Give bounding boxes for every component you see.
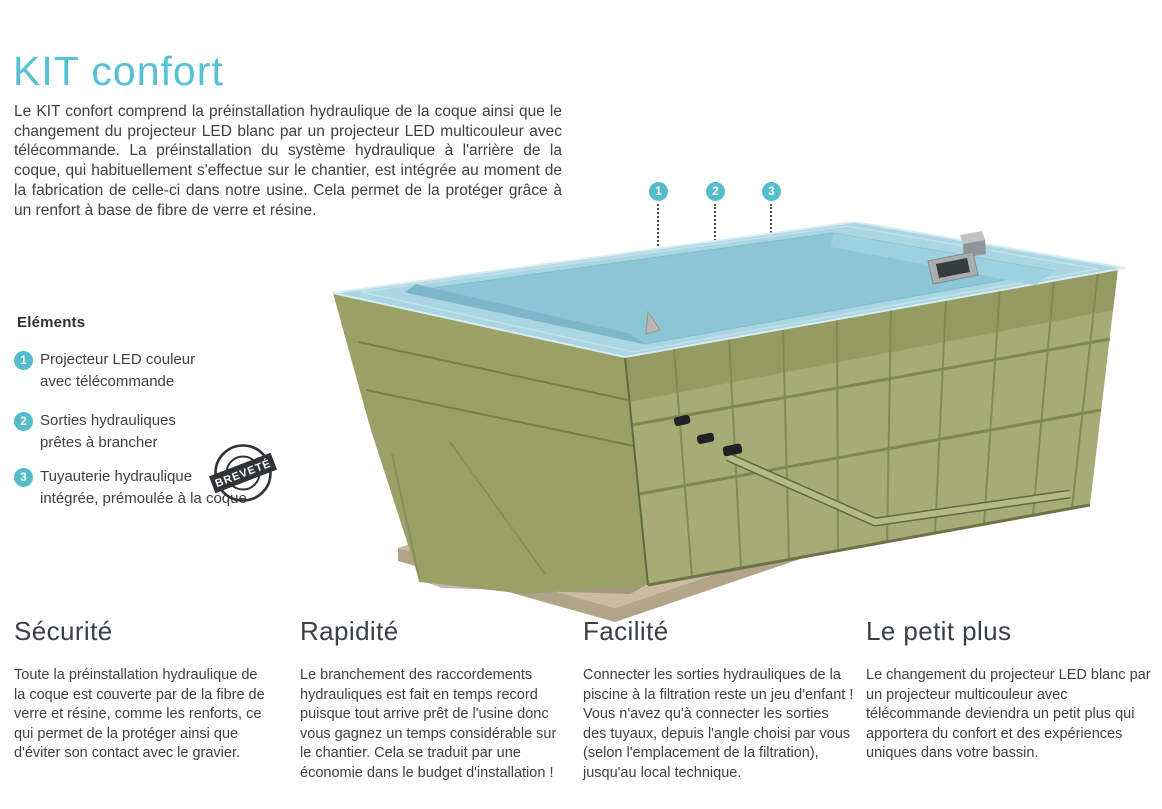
feature-text: Le branchement des raccordements hydrauliques est fait en temps record puisque tout arrive prêt de l'usine donc vous gagnez un temps considérable sur le chantier. Cela se traduit par une économie dans le budget d'installation ! <box>300 667 557 781</box>
feature-column-facilite <box>583 616 855 783</box>
feature-text: Le changement du projecteur LED blanc par un projecteur multicouleur avec télécommande deviendra un petit plus qui apportera du confort et des expériences uniques dans votre bassin. <box>866 667 1151 761</box>
feature-title: Facilité <box>583 616 669 646</box>
list-item-label: Sorties hydrauliques prêtes à brancher <box>40 412 176 451</box>
page-title: KIT confort <box>13 48 224 94</box>
list-item-label: Tuyauterie hydraulique intégrée, prémoulée à la coque <box>40 468 247 507</box>
brevete-stamp-icon <box>204 434 282 512</box>
svg-text:BREVETÉ: BREVETÉ <box>213 457 274 491</box>
list-item <box>14 410 176 453</box>
callout-marker-3 <box>762 182 781 201</box>
marker-badge: 1 <box>649 182 668 201</box>
feature-column-securite <box>14 616 272 764</box>
number-badge: 2 <box>14 412 33 431</box>
feature-column-rapidite <box>300 616 564 783</box>
pool-illustration <box>330 222 1162 662</box>
list-item-label: Projecteur LED couleur avec télécommande <box>40 351 196 390</box>
feature-column-petit-plus <box>866 616 1152 764</box>
marker-badge: 3 <box>762 182 781 201</box>
callout-marker-2 <box>706 182 725 201</box>
marker-badge: 2 <box>706 182 725 201</box>
number-badge: 1 <box>14 351 33 370</box>
intro-paragraph: Le KIT confort comprend la préinstallation hydraulique de la coque ainsi que le changement du projecteur LED blanc par un projecteur LED multicouleur avec télécommande. La préinstallation du système hydraulique à l'arrière de la coque, qui habituellement s'effectue sur le chantier, est intégrée au moment de la fabrication de celle-ci dans notre usine. Cela permet de la protéger grâce à un renfort à base de fibre de verre et résine. <box>14 103 562 219</box>
feature-title: Rapidité <box>300 616 399 646</box>
callout-marker-1 <box>649 182 668 201</box>
elements-heading: Eléments <box>17 314 86 331</box>
number-badge: 3 <box>14 468 33 487</box>
feature-text: Connecter les sorties hydrauliques de la piscine à la filtration reste un jeu d'enfant ! Vous n'avez qu'à connecter les sorties des tuyaux, depuis l'angle choisi par vous (selon l'emplacement de la filtration), jusqu'au local technique. <box>583 667 854 781</box>
feature-title: Sécurité <box>14 616 113 646</box>
feature-title: Le petit plus <box>866 616 1012 646</box>
list-item <box>14 349 195 392</box>
feature-text: Toute la préinstallation hydraulique de la coque est couverte par de la fibre de verre et résine, comme les renforts, ce qui permet de la protéger ainsi que d'éviter son contact avec le gravier. <box>14 667 265 761</box>
